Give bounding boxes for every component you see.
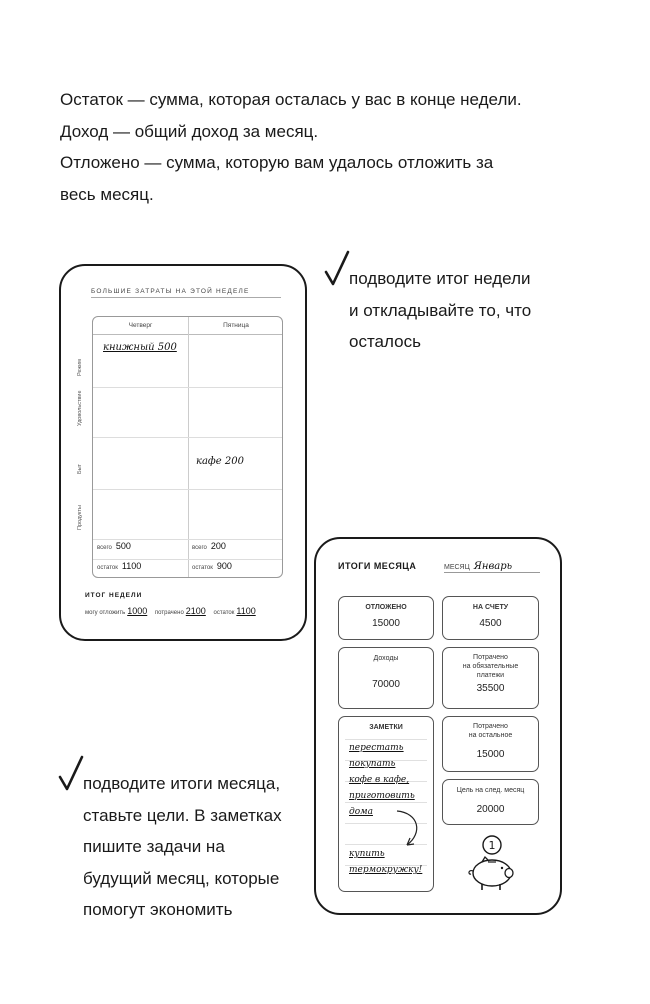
mandatory-box bbox=[442, 647, 539, 709]
intro-line: весь месяц. bbox=[60, 184, 154, 204]
spent-value: 2100 bbox=[185, 606, 206, 616]
row-divider bbox=[93, 437, 282, 438]
mandatory-label bbox=[443, 648, 538, 680]
remainder-value: 1100 bbox=[121, 561, 142, 571]
notes-box bbox=[338, 716, 434, 892]
week-card-title: БОЛЬШИЕ ЗАТРАТЫ НА ЭТОЙ НЕДЕЛЕ bbox=[91, 288, 281, 298]
intro-line: Отложено — сумма, которую вам удалось отложить за bbox=[60, 153, 494, 172]
column-header: Пятница bbox=[188, 317, 283, 335]
other-label bbox=[443, 717, 538, 740]
total-friday bbox=[192, 541, 226, 551]
entry-thursday: книжный 500 bbox=[103, 342, 177, 353]
tip-line: будущий месяц, которые bbox=[83, 868, 280, 888]
remainder-value: 900 bbox=[216, 561, 232, 571]
other-label-line: на остальное bbox=[468, 732, 513, 739]
row-divider bbox=[93, 489, 282, 490]
left-label: остаток bbox=[213, 610, 235, 616]
account-box bbox=[442, 596, 539, 640]
tip-line: помогут экономить bbox=[83, 900, 233, 919]
month-card-title: ИТОГИ МЕСЯЦА bbox=[338, 561, 417, 571]
other-spent-box bbox=[442, 716, 539, 772]
intro-line: Остаток — сумма, которая осталась у вас в конце недели. bbox=[60, 90, 522, 109]
mandatory-label-line: Потрачено bbox=[473, 654, 508, 661]
week-summary-row bbox=[85, 606, 262, 616]
note-rule bbox=[345, 739, 427, 740]
note-line: покупать bbox=[349, 759, 396, 769]
week-tip bbox=[349, 263, 531, 358]
total-label: всего bbox=[97, 545, 112, 551]
note-line: купить bbox=[349, 849, 385, 859]
spent-label: потрачено bbox=[154, 610, 184, 616]
goal-box bbox=[442, 779, 539, 825]
row-label: Удовольствие bbox=[77, 390, 83, 426]
row-divider bbox=[93, 539, 282, 540]
month-summary-card bbox=[314, 537, 562, 915]
tip-line: осталось bbox=[349, 332, 421, 351]
month-label: МЕСЯЦ bbox=[444, 564, 470, 571]
tip-line: подводите итог недели bbox=[349, 269, 531, 288]
tip-line: пишите задачи на bbox=[83, 837, 225, 856]
month-tip bbox=[83, 768, 282, 926]
week-summary-title: ИТОГ НЕДЕЛИ bbox=[85, 592, 143, 599]
total-value: 500 bbox=[115, 541, 131, 551]
entry-friday: кафе 200 bbox=[196, 456, 244, 467]
notes-label: ЗАМЕТКИ bbox=[369, 724, 403, 731]
remainder-label: остаток bbox=[97, 565, 118, 571]
row-divider bbox=[93, 387, 282, 388]
goal-value: 20000 bbox=[476, 804, 505, 815]
month-field bbox=[444, 561, 540, 573]
checkmark-icon bbox=[57, 755, 85, 793]
saved-box bbox=[338, 596, 434, 640]
remainder-friday bbox=[192, 561, 232, 571]
note-line: дома bbox=[349, 807, 373, 817]
total-label: всего bbox=[192, 545, 207, 551]
total-value: 200 bbox=[210, 541, 226, 551]
income-box bbox=[338, 647, 434, 709]
week-summary-card bbox=[59, 264, 307, 641]
tip-line: и откладывайте то, что bbox=[349, 300, 532, 320]
goal-label: Цель на след. месяц bbox=[456, 787, 525, 794]
remainder-thursday bbox=[97, 561, 141, 571]
mandatory-label-line: платежи bbox=[476, 672, 505, 679]
checkmark-icon bbox=[323, 250, 351, 288]
left-value: 1100 bbox=[236, 606, 256, 616]
mandatory-label-line: на обязательные bbox=[462, 663, 519, 670]
intro-line: Доход — общий доход за месяц. bbox=[60, 121, 319, 141]
tip-line: подводите итоги месяца, bbox=[83, 774, 281, 793]
arrow-icon bbox=[379, 807, 429, 851]
intro-text bbox=[60, 84, 600, 210]
income-label: Доходы bbox=[373, 655, 399, 662]
row-label: Продукты bbox=[77, 505, 83, 530]
saved-label: ОТЛОЖЕНО bbox=[365, 604, 407, 611]
row-label: Быт bbox=[77, 463, 83, 474]
saved-value: 15000 bbox=[372, 618, 400, 629]
row-label: Режим bbox=[77, 359, 83, 376]
income-value: 70000 bbox=[372, 679, 400, 690]
tip-line: ставьте цели. В заметках bbox=[83, 805, 282, 825]
note-line: кофе в кафе, bbox=[349, 775, 410, 785]
month-value: Январь bbox=[473, 561, 513, 572]
remainder-label: остаток bbox=[192, 565, 213, 571]
week-table bbox=[92, 316, 283, 578]
total-thursday bbox=[97, 541, 131, 551]
note-rule bbox=[345, 802, 427, 803]
saved-label: могу отложить bbox=[85, 610, 126, 616]
column-header: Четверг bbox=[93, 317, 188, 335]
account-label: НА СЧЕТУ bbox=[472, 604, 509, 611]
saved-value: 1000 bbox=[127, 606, 148, 616]
column-divider bbox=[188, 317, 189, 577]
note-line: перестать bbox=[349, 743, 404, 753]
note-line: термокружку! bbox=[349, 865, 423, 875]
row-divider bbox=[93, 559, 282, 560]
other-value: 15000 bbox=[476, 749, 505, 760]
piggy-bank-icon bbox=[462, 833, 522, 895]
coin-number: 1 bbox=[488, 839, 496, 852]
account-value: 4500 bbox=[479, 618, 502, 629]
mandatory-value: 35500 bbox=[476, 683, 505, 694]
note-line: приготовить bbox=[349, 791, 415, 801]
other-label-line: Потрачено bbox=[473, 723, 508, 730]
